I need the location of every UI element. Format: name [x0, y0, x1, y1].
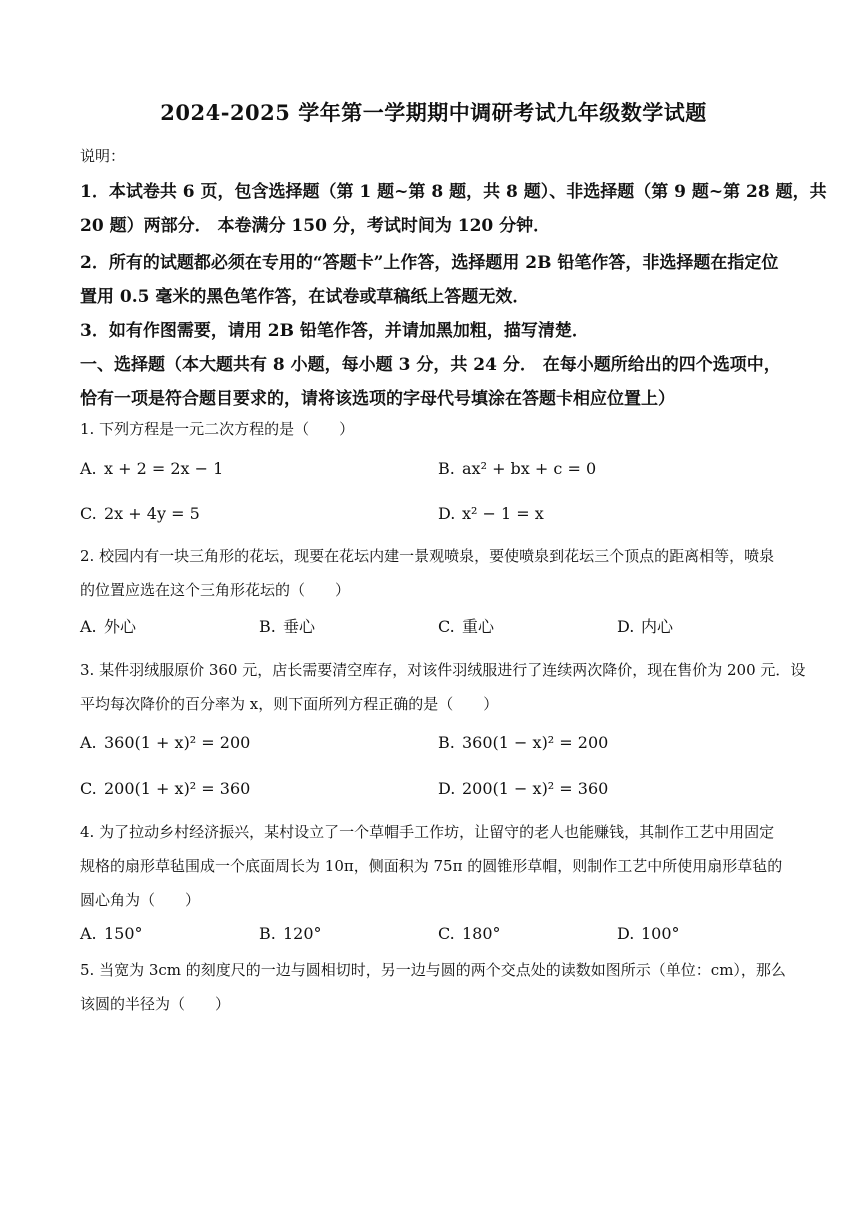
q1-option-d[interactable]: [438, 504, 544, 523]
q2-option-a[interactable]: [80, 614, 136, 637]
option-letter: B.: [259, 924, 276, 943]
exam-title: 2024-2025 学年第一学期期中调研考试九年级数学试题: [160, 100, 707, 125]
option-text: ax² + bx + c = 0: [462, 459, 597, 478]
option-text: 外心: [104, 617, 137, 636]
option-text: 垂心: [283, 617, 316, 636]
q4-stem-line-3: 圆心角为（ ）: [80, 891, 201, 909]
option-letter: B.: [259, 617, 276, 636]
option-text: 2x + 4y = 5: [104, 504, 200, 523]
q3-stem-line-2: 平均每次降价的百分率为 x，则下面所列方程正确的是（ ）: [80, 695, 499, 713]
option-letter: D.: [438, 504, 456, 523]
option-letter: C.: [438, 617, 455, 636]
section-heading-line-1: 一、选择题（本大题共有 8 小题，每小题 3 分，共 24 分． 在每小题所给出的四个选项中，: [80, 355, 781, 375]
option-text: 360(1 + x)² = 200: [104, 733, 251, 752]
note-2-line-2: 置用 0.5 毫米的黑色笔作答，在试卷或草稿纸上答题无效．: [80, 287, 530, 307]
q5-stem-line-2: 该圆的半径为（ ）: [80, 995, 231, 1013]
option-text: 200(1 − x)² = 360: [462, 779, 609, 798]
option-text: 内心: [641, 617, 674, 636]
q2-option-d[interactable]: [617, 614, 673, 637]
q5-stem-line-1: 5. 当宽为 3cm 的刻度尺的一边与圆相切时，另一边与圆的两个交点处的读数如图所示（单位：cm），那么: [80, 961, 786, 979]
q1-option-b[interactable]: [438, 459, 596, 478]
q1-option-c[interactable]: [80, 504, 200, 523]
q4-option-b[interactable]: [259, 924, 322, 943]
option-text: 150°: [104, 924, 143, 943]
q2-option-b[interactable]: [259, 614, 315, 637]
option-text: 360(1 − x)² = 200: [462, 733, 609, 752]
q4-option-a[interactable]: [80, 924, 143, 943]
option-letter: A.: [80, 459, 97, 478]
option-letter: A.: [80, 924, 97, 943]
q3-stem-line-1: 3. 某件羽绒服原价 360 元，店长需要清空库存，对该件羽绒服进行了连续两次降价，现在售价为 200 元．设: [80, 661, 806, 679]
option-letter: B.: [438, 459, 455, 478]
q4-stem-line-2: 规格的扇形草毡围成一个底面周长为 10π，侧面积为 75π 的圆锥形草帽，则制作工艺中所使用扇形草毡的: [80, 857, 783, 875]
option-letter: C.: [438, 924, 455, 943]
q1-stem: 1. 下列方程是一元二次方程的是（ ）: [80, 420, 355, 438]
q4-stem-line-1: 4. 为了拉动乡村经济振兴，某村设立了一个草帽手工作坊，让留守的老人也能赚钱，其制作工艺中用固定: [80, 823, 775, 841]
option-letter: C.: [80, 504, 97, 523]
option-text: 重心: [462, 617, 495, 636]
option-text: x² − 1 = x: [462, 504, 544, 523]
note-2-line-1: 2．所有的试题都必须在专用的“答题卡”上作答，选择题用 2B 铅笔作答，非选择题在指定位: [80, 253, 779, 273]
option-text: x + 2 = 2x − 1: [104, 459, 224, 478]
q1-option-a[interactable]: [80, 459, 223, 478]
q3-option-c[interactable]: [80, 779, 250, 798]
q2-stem-line-2: 的位置应选在这个三角形花坛的（ ）: [80, 581, 351, 599]
option-text: 180°: [462, 924, 501, 943]
option-text: 100°: [641, 924, 680, 943]
note-1-line-2: 20 题）两部分． 本卷满分 150 分，考试时间为 120 分钟．: [80, 216, 551, 236]
q2-option-c[interactable]: [438, 614, 494, 637]
option-letter: B.: [438, 733, 455, 752]
q3-option-a[interactable]: [80, 733, 250, 752]
note-3: 3．如有作图需要，请用 2B 铅笔作答，并请加黑加粗，描写清楚．: [80, 321, 589, 341]
q4-option-d[interactable]: [617, 924, 680, 943]
q3-option-b[interactable]: [438, 733, 608, 752]
note-1-line-1: 1．本试卷共 6 页，包含选择题（第 1 题~第 8 题，共 8 题）、非选择题（第 9 题~第 28 题，共: [80, 182, 827, 202]
option-text: 200(1 + x)² = 360: [104, 779, 251, 798]
q4-option-c[interactable]: [438, 924, 501, 943]
option-text: 120°: [283, 924, 322, 943]
option-letter: A.: [80, 733, 97, 752]
q2-stem-line-1: 2. 校园内有一块三角形的花坛，现要在花坛内建一景观喷泉，要使喷泉到花坛三个顶点的距离相等，喷泉: [80, 547, 775, 565]
option-letter: D.: [438, 779, 456, 798]
q3-option-d[interactable]: [438, 779, 608, 798]
option-letter: A.: [80, 617, 97, 636]
section-heading-line-2: 恰有一项是符合题目要求的，请将该选项的字母代号填涂在答题卡相应位置上）: [80, 389, 675, 409]
notes-heading: 说明：: [80, 147, 126, 165]
option-letter: C.: [80, 779, 97, 798]
option-letter: D.: [617, 617, 635, 636]
option-letter: D.: [617, 924, 635, 943]
